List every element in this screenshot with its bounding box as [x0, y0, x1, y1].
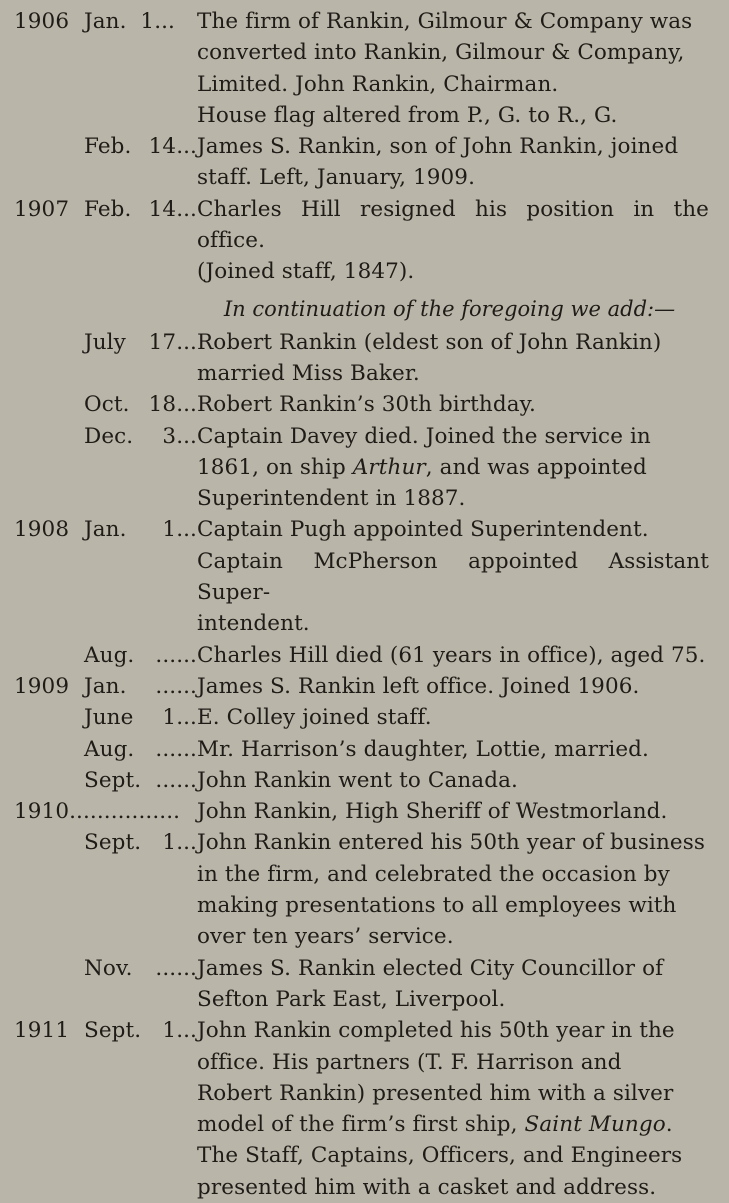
entry-line: (Joined staff, 1847). [197, 259, 415, 285]
entry-text [197, 702, 709, 733]
entry-1911-sept-1 [0, 1015, 729, 1203]
entry-day: 17 [148, 329, 177, 355]
entry-line: The Staff, Captains, Officers, and Engineers [197, 1143, 683, 1169]
entry-line: making presentations to all employees with [197, 893, 677, 919]
entry-1908-aug [0, 640, 729, 671]
entry-leader: ... [176, 134, 197, 160]
entry-1910 [0, 796, 729, 827]
entry-year: 1907 [14, 196, 70, 222]
entry-month: Aug. [84, 642, 135, 668]
entry-1910-nov [0, 953, 729, 1016]
entry-text [197, 389, 709, 420]
entry-day: 1 [162, 517, 177, 543]
entry-month: Jan. [84, 9, 127, 34]
entry-leader: ... [176, 423, 197, 449]
entry-line: over ten years’ service. [197, 924, 454, 950]
entry-day: 1 [162, 705, 177, 731]
entry-month: Sept. [84, 767, 142, 793]
entry-day: 14 [148, 134, 177, 160]
entry-day: 14 [148, 196, 177, 222]
entry-line: Sefton Park East, Liverpool. [197, 986, 506, 1012]
entry-year: 1909 [14, 673, 70, 699]
entry-leader: ...... [155, 767, 197, 793]
entry-year: 1906 [14, 9, 70, 34]
entry-text [197, 640, 709, 671]
entry-leader: ...... [155, 642, 197, 668]
entry-leader: ... [154, 9, 175, 34]
entry-1910-sept-1 [0, 827, 729, 952]
entry-line: Charles Hill died (61 years in office), aged 75. [197, 642, 706, 668]
entry-line: James S. Rankin elected City Councillor of [197, 955, 664, 981]
entry-1909-sept [0, 765, 729, 796]
ship-name: Arthur [352, 454, 426, 480]
entry-text [197, 796, 709, 827]
entry-text [197, 421, 709, 515]
continuation-note: In continuation of the foregoing we add:— [223, 296, 676, 321]
entry-1909-aug [0, 734, 729, 765]
entry-line: House flag altered from P., G. to R., G. [197, 102, 618, 128]
entry-text [197, 327, 709, 390]
entry-text [197, 827, 709, 952]
entry-month: Nov. [84, 955, 133, 981]
entry-year: 1911 [14, 1018, 70, 1044]
entry-line: married Miss Baker. [197, 360, 420, 386]
entry-line: The firm of Rankin, Gilmour & Company was [197, 9, 693, 34]
entry-day: 3 [162, 423, 177, 449]
entry-month: Jan. [84, 673, 127, 699]
entry-line: Robert Rankin) presented him with a silver [197, 1080, 674, 1106]
entry-year: 1908 [14, 517, 70, 543]
entry-line: Captain McPherson appointed Assistant Super- [197, 548, 709, 606]
entry-line: Superintendent in 1887. [197, 486, 466, 512]
entry-text [197, 514, 709, 639]
entry-day: 1 [162, 830, 177, 856]
entry-1906-jan-1 [0, 6, 729, 131]
entry-text [197, 131, 709, 194]
entry-text [197, 194, 709, 288]
entry-leader: ... [176, 392, 197, 418]
entry-1908-jan-1 [0, 514, 729, 639]
entry-month: Feb. [84, 196, 132, 222]
entry-1907-dec-3 [0, 421, 729, 515]
entry-line: John Rankin completed his 50th year in the [197, 1018, 675, 1044]
entry-line: John Rankin went to Canada. [197, 767, 518, 793]
entry-day: 1 [140, 9, 155, 34]
entry-line: Limited. John Rankin, Chairman. [197, 71, 559, 97]
entry-line: James S. Rankin, son of John Rankin, joined [197, 134, 679, 160]
entry-leader: ... [176, 196, 197, 222]
entry-leader: ... [176, 830, 197, 856]
entry-leader: ... [176, 329, 197, 355]
entry-leader: ...... [155, 955, 197, 981]
entry-line: staff. Left, January, 1909. [197, 165, 476, 191]
entry-month: Dec. [84, 423, 134, 449]
entry-leader: ................ [69, 799, 181, 825]
entry-month: Feb. [84, 134, 132, 160]
entry-year: 1910 [14, 799, 70, 825]
entry-line: Mr. Harrison’s daughter, Lottie, married. [197, 736, 649, 762]
entry-line: E. Colley joined staff. [197, 705, 432, 731]
entry-day: 18 [148, 392, 177, 418]
entry-line: Charles Hill resigned his position in the office. [197, 196, 709, 254]
entry-line: intendent. [197, 611, 310, 637]
entry-1907-feb-14 [0, 194, 729, 288]
entry-month: Jan. [84, 517, 127, 543]
entry-month: Oct. [84, 392, 130, 418]
entry-month: Sept. [84, 830, 142, 856]
entry-line: in the firm, and celebrated the occasion by [197, 861, 670, 887]
entry-1907-oct-18 [0, 389, 729, 420]
entry-line: Captain Pugh appointed Superintendent. [197, 517, 649, 543]
entry-month: July [84, 329, 126, 355]
entry-line: Captain Davey died. Joined the service in [197, 423, 651, 449]
entry-line: model of the firm’s first ship, Saint Mungo. [197, 1112, 673, 1138]
entry-month: June [84, 705, 134, 731]
entry-month: Aug. [84, 736, 135, 762]
entry-line: John Rankin, High Sheriff of Westmorland. [197, 799, 668, 825]
entry-line: John Rankin entered his 50th year of business [197, 830, 706, 856]
entry-leader: ... [176, 517, 197, 543]
ship-name: Saint Mungo [524, 1112, 666, 1138]
entry-leader: ... [176, 1018, 197, 1044]
entry-month: Sept. [84, 1018, 142, 1044]
entry-day: 1 [162, 1018, 177, 1044]
entry-text [197, 1015, 709, 1203]
entry-leader: ... [176, 705, 197, 731]
entry-leader: ...... [155, 736, 197, 762]
entry-line: 1861, on ship Arthur, and was appointed [197, 454, 647, 480]
entry-line: James S. Rankin left office. Joined 1906. [197, 673, 640, 699]
entry-1906-feb-14 [0, 131, 729, 194]
entry-text [197, 6, 709, 131]
entry-text [197, 765, 709, 796]
entry-1909-jan [0, 671, 729, 702]
entry-text [197, 734, 709, 765]
entry-line: Robert Rankin’s 30th birthday. [197, 392, 536, 418]
entry-line: office. His partners (T. F. Harrison and [197, 1049, 622, 1075]
entry-leader: ...... [155, 673, 197, 699]
entry-line: Robert Rankin (eldest son of John Rankin) [197, 329, 662, 355]
entry-text [197, 953, 709, 1016]
entry-line: converted into Rankin, Gilmour & Company, [197, 40, 685, 66]
entry-text [197, 671, 709, 702]
entry-line: presented him with a casket and address. [197, 1174, 657, 1200]
entry-1909-june-1 [0, 702, 729, 733]
entry-1907-july-17 [0, 327, 729, 390]
